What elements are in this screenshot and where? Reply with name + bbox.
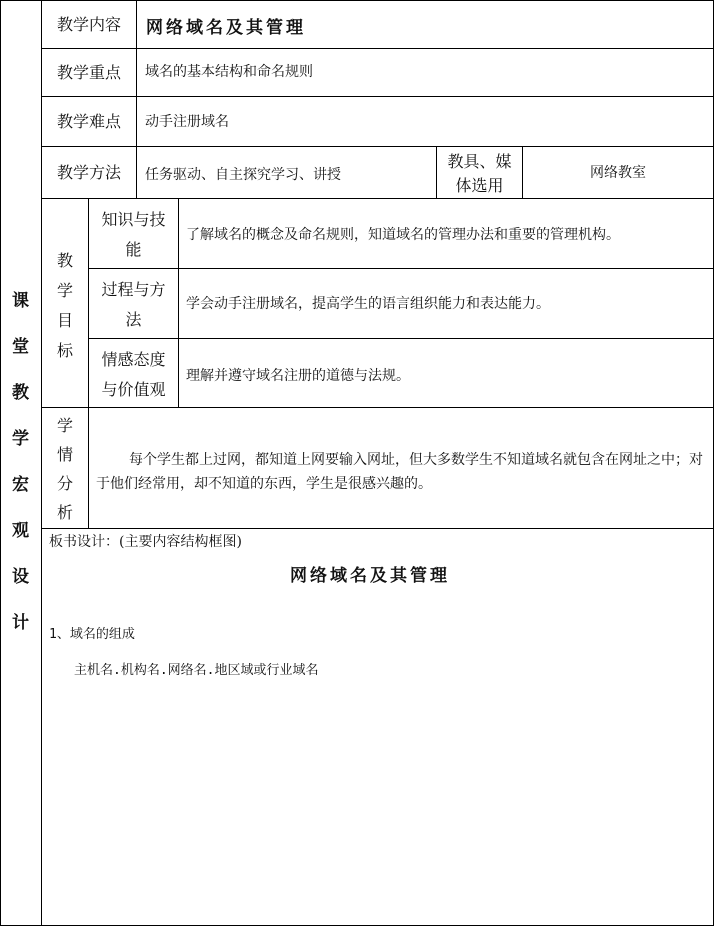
process-label-line: 法	[125, 310, 142, 329]
analysis-text: 每个学生都上过网，都知道上网要输入网址，但大多数学生不知道域名就包含在网址之中；对于他们经常用，却不知道的东西，学生是很感兴趣的。	[96, 452, 703, 492]
board-item-1-detail: 主机名.机构名.网络名.地区域或行业域名	[74, 663, 319, 678]
side-title-char: 教	[12, 383, 29, 403]
method-label: 教学方法	[56, 162, 121, 182]
analysis-label-char: 情	[56, 445, 73, 464]
goals-label-char: 标	[56, 341, 73, 360]
table-border-bottom	[0, 925, 714, 926]
goals-sublabel-divider	[178, 198, 179, 407]
goals-label-char: 教	[56, 251, 73, 270]
board-header: 板书设计：(主要内容结构框图)	[49, 534, 242, 550]
row-divider	[41, 198, 714, 199]
focus-label: 教学重点	[56, 62, 121, 82]
row-divider	[41, 96, 714, 97]
row-divider	[88, 268, 714, 269]
goals-label-char: 目	[56, 311, 73, 330]
side-title-char: 计	[12, 613, 29, 633]
goals-label	[42, 246, 88, 366]
board-item-1: 1、域名的组成	[49, 627, 135, 642]
knowledge-value: 了解域名的概念及命名规则，知道域名的管理办法和重要的管理机构。	[186, 227, 620, 243]
method-value: 任务驱动、自主探究学习、讲授	[145, 167, 341, 183]
row-divider	[88, 338, 714, 339]
side-title-char: 课	[12, 291, 29, 311]
process-label	[89, 275, 178, 335]
emotion-value: 理解并遵守域名注册的道德与法规。	[186, 368, 410, 384]
process-value: 学会动手注册域名，提高学生的语言组织能力和表达能力。	[186, 296, 550, 312]
content-value: 网络域名及其管理	[146, 18, 306, 38]
media-value: 网络教室	[590, 164, 646, 181]
side-title	[0, 278, 41, 646]
difficulty-label: 教学难点	[56, 111, 121, 131]
knowledge-label-line: 能	[125, 240, 142, 259]
table-border-right	[713, 0, 714, 926]
emotion-label	[89, 345, 178, 405]
board-title: 网络域名及其管理	[290, 566, 450, 586]
process-label-line: 过程与方	[101, 280, 166, 299]
label-column-divider	[136, 0, 137, 198]
side-title-char: 学	[12, 429, 29, 449]
analysis-label-char: 学	[56, 416, 73, 435]
media-label-line: 教具、媒	[447, 152, 512, 171]
focus-value: 域名的基本结构和命名规则	[145, 64, 313, 80]
row-divider	[41, 407, 714, 408]
difficulty-value: 动手注册域名	[145, 114, 229, 130]
side-title-char: 设	[12, 567, 29, 587]
media-label-line: 体选用	[455, 176, 504, 195]
side-title-char: 堂	[12, 337, 29, 357]
row-divider	[41, 48, 714, 49]
analysis-label	[42, 411, 88, 527]
knowledge-label-line: 知识与技	[101, 210, 166, 229]
side-title-char: 宏	[12, 475, 29, 495]
goals-label-char: 学	[56, 281, 73, 300]
emotion-label-line: 情感态度	[101, 350, 166, 369]
analysis-label-char: 分	[56, 474, 73, 493]
knowledge-label	[89, 205, 178, 265]
side-title-char: 观	[12, 521, 29, 541]
analysis-label-char: 析	[56, 503, 73, 522]
content-label: 教学内容	[56, 14, 121, 34]
media-label	[437, 150, 522, 198]
row-divider	[41, 528, 714, 529]
emotion-label-line: 与价值观	[101, 380, 166, 399]
